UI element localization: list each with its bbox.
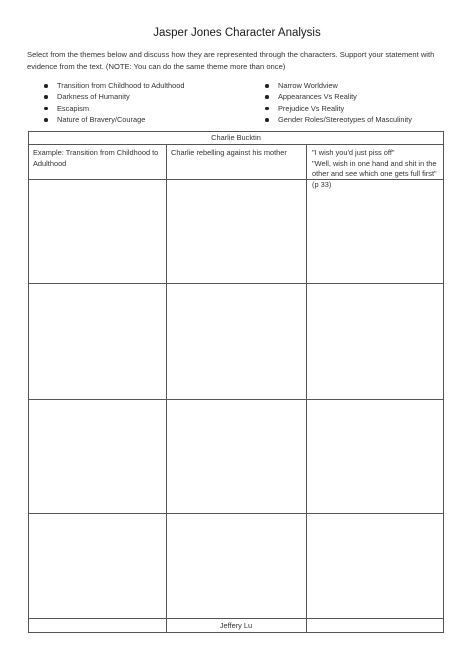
- column-divider: [306, 144, 307, 632]
- quote-line: "Well, wish in one hand and shit in the other and see which one gets full first" (p 33): [312, 158, 437, 189]
- bullet-icon: [44, 95, 48, 99]
- answer-cell[interactable]: [171, 184, 301, 279]
- theme-item: Darkness of Humanity: [44, 91, 185, 102]
- theme-item: Narrow Worldview: [265, 80, 412, 91]
- table-header-character: Charlie Bucktin: [29, 132, 443, 145]
- theme-item: Gender Roles/Stereotypes of Masculinity: [265, 114, 412, 125]
- bullet-icon: [265, 84, 269, 88]
- row-divider: [29, 283, 443, 284]
- bullet-icon: [44, 118, 48, 122]
- page-title: Jasper Jones Character Analysis: [153, 27, 321, 39]
- table-footer-author: Jeffery Lu: [28, 618, 444, 633]
- bullet-icon: [44, 107, 48, 111]
- instructions-text: Select from the themes below and discuss how they are represented through the characters. Support your statement with evidence from the text. (NOTE: You can do the same theme more than once): [27, 50, 435, 71]
- bullet-icon: [265, 118, 269, 122]
- analysis-table: [28, 131, 444, 633]
- row-divider: [29, 513, 443, 514]
- theme-item: Transition from Childhood to Adulthood: [44, 80, 185, 91]
- row-divider: [29, 399, 443, 400]
- column-divider: [166, 144, 167, 632]
- bullet-icon: [265, 95, 269, 99]
- quote-line: "I wish you'd just piss off": [312, 148, 395, 157]
- answer-cell[interactable]: [312, 184, 440, 279]
- example-representation-cell: Charlie rebelling against his mother: [171, 148, 287, 157]
- theme-item: Escapism: [44, 103, 185, 114]
- theme-item: Nature of Bravery/Courage: [44, 114, 185, 125]
- theme-item: Appearances Vs Reality: [265, 91, 412, 102]
- themes-list-right: [265, 80, 412, 126]
- bullet-icon: [44, 84, 48, 88]
- answer-cell[interactable]: [33, 184, 163, 279]
- example-theme-cell: Example: Transition from Childhood to Adulthood: [33, 148, 159, 168]
- themes-list-left: [44, 80, 185, 126]
- theme-item: Prejudice Vs Reality: [265, 103, 412, 114]
- bullet-icon: [265, 107, 269, 111]
